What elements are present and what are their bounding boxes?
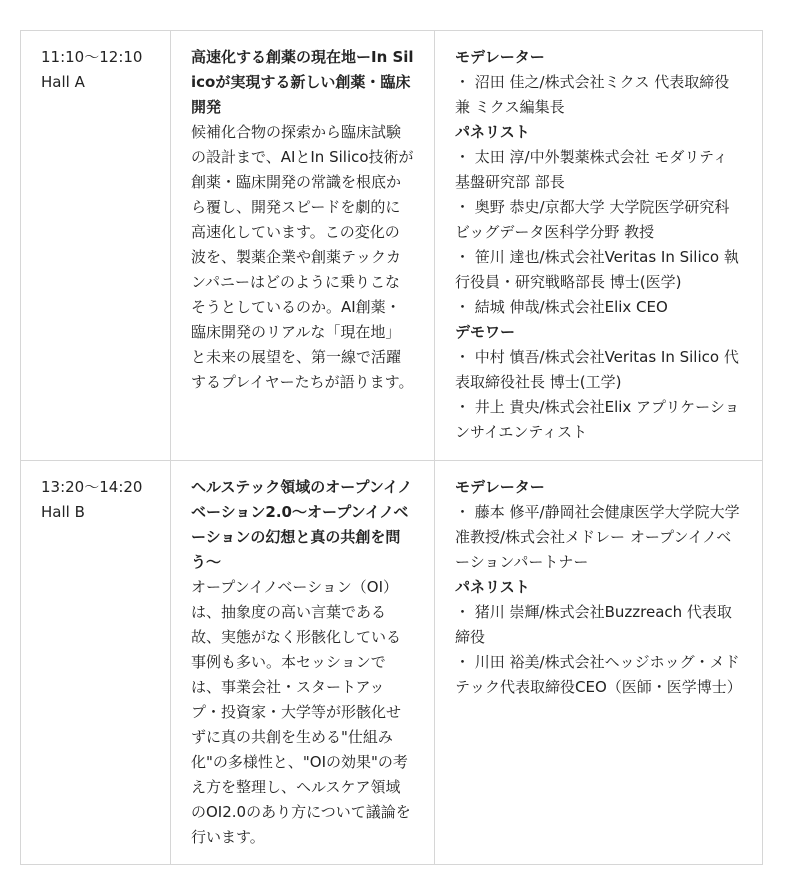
session-row (21, 31, 763, 461)
session-title: ヘルステック領域のオープンイノベーション2.0〜オープンイノベーションの幻想と真の共創を問う〜 (191, 478, 413, 571)
speaker-entry: ・ 太田 淳/中外製薬株式会社 モダリティ基盤研究部 部長 (455, 148, 728, 191)
session-time-cell (21, 461, 171, 865)
session-speakers-cell (435, 461, 763, 865)
session-content-cell (171, 31, 435, 461)
speaker-entry: ・ 笹川 達也/株式会社Veritas In Silico 執行役員・研究戦略部長 博士(医学) (455, 248, 739, 291)
speaker-entry: ・ 奥野 恭史/京都大学 大学院医学研究科 ビッグデータ医科学分野 教授 (455, 198, 730, 241)
session-content-cell (171, 461, 435, 865)
speaker-entry: ・ 川田 裕美/株式会社ヘッジホッグ・メドテック代表取締役CEO（医師・医学博士） (455, 653, 742, 696)
session-row (21, 461, 763, 865)
speaker-entry: ・ 沼田 佳之/株式会社ミクス 代表取締役 兼 ミクス編集長 (455, 73, 730, 116)
session-speakers-cell (435, 31, 763, 461)
speaker-entry: ・ 藤本 修平/静岡社会健康医学大学院大学 准教授/株式会社メドレー オープンイノベーションパートナー (455, 503, 740, 571)
session-time: 11:10〜12:10 (41, 48, 143, 66)
panelist-heading: パネリスト (455, 578, 530, 596)
moderator-heading: モデレーター (455, 48, 545, 66)
panelist-heading: パネリスト (455, 123, 530, 141)
speaker-entry: ・ 井上 貴央/株式会社Elix アプリケーションサイエンティスト (455, 398, 740, 441)
moderator-heading: モデレーター (455, 478, 545, 496)
session-hall: Hall B (41, 503, 85, 521)
session-time: 13:20〜14:20 (41, 478, 143, 496)
session-description: オープンイノベーション（OI）は、抽象度の高い言葉である故、実態がなく形骸化している事例も多い。本セッションでは、事業会社・スタートアップ・投資家・大学等が形骸化せずに真の共創を生める"仕組み化"の多様性と、"OIの効果"の考え方を整理し、ヘルスケア領域のOI2.0のあり方について議論を行います。 (191, 578, 411, 846)
session-schedule-table (20, 30, 763, 865)
demo-heading: デモワー (455, 323, 516, 341)
session-time-cell (21, 31, 171, 461)
speaker-entry: ・ 猪川 崇輝/株式会社Buzzreach 代表取締役 (455, 603, 732, 646)
session-title: 高速化する創薬の現在地ーIn Silicoが実現する新しい創薬・臨床開発 (191, 48, 414, 116)
speaker-entry: ・ 結城 伸哉/株式会社Elix CEO (455, 298, 668, 316)
session-hall: Hall A (41, 73, 85, 91)
speaker-entry: ・ 中村 慎吾/株式会社Veritas In Silico 代表取締役社長 博士(工学) (455, 348, 739, 391)
session-description: 候補化合物の探索から臨床試験の設計まで、AIとIn Silico技術が創薬・臨床開発の常識を根底から覆し、開発スピードを劇的に高速化しています。この変化の波を、製薬企業や創薬テックカンパニーはどのように乗りこなそうとしているのか。AI創薬・臨床開発のリアルな「現在地」と未来の展望を、第一線で活躍するプレイヤーたちが語ります。 (191, 123, 414, 391)
